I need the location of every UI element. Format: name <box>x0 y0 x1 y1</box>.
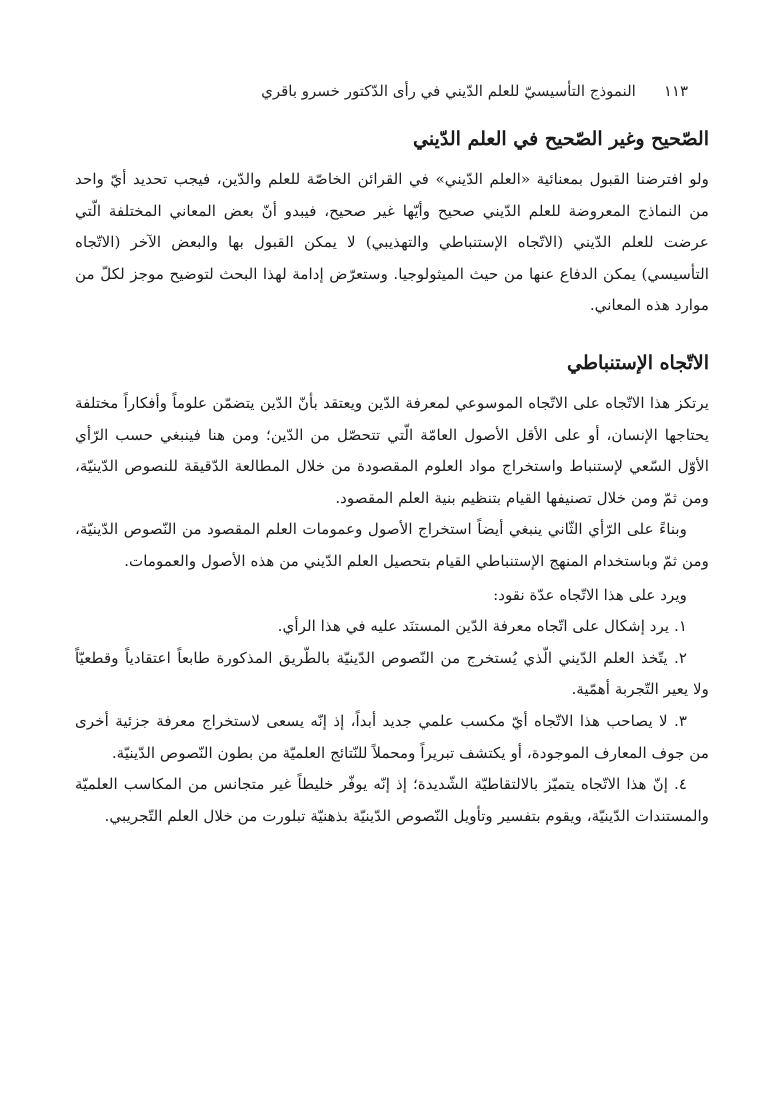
section2-paragraph-2: وبناءً على الرّأي الثّاني ينبغي أيضاً استخراج الأصول وعمومات العلم المقصود من النّصوص الدّينيّة، ومن ثمّ وباستخدام المنهج الإستنباطي القيام بتحصيل العلم الدّيني من هذه الأصول والعمومات. <box>75 520 709 570</box>
section1-paragraph: ولو افترضنا القبول بمعنائية «العلم الدّيني» في القرائن الخاصّة للعلم والدّين، فيجب تحديد أيّ واحد من النماذج المعروضة للعلم الدّيني صحيح وأيّها غير صحيح، فيبدو أنّ بعض المعاني المختلفة الّتي عرضت للعلم الدّيني (الاتّجاه الإستنباطي والتهذيبي) لا يمكن القبول بها والبعض الآخر (الاتّجاه التأسيسي) يمكن الدفاع عنها من حيث الميثولوجيا. وستعرّض إدامة لهذا البحث لتوضيح موجز لكلّ من موارد هذه المعاني. <box>75 170 709 315</box>
critique-item-3 <box>75 706 709 769</box>
section-heading-correct-incorrect: الصّحيح وغير الصّحيح في العلم الدّيني <box>412 128 709 150</box>
critique-text: لا يصاحب هذا الاتّجاه أيّ مكسب علمي جديد أبداً، إذ إنّه يسعى لاستخراج معرفة جزئية أخرى من جوف المعارف الموجودة، أو يكتشف تبريراً ومحملاً للنّتائج العلميّة من بطون النّصوص الدّينيّة. <box>75 711 709 762</box>
critique-number: ٢. <box>674 648 688 667</box>
running-header <box>120 78 688 104</box>
critique-item-2 <box>75 643 709 706</box>
page-body <box>75 122 709 832</box>
critique-item-1 <box>75 611 709 643</box>
section-heading-deductive: الاتّجاه الإستنباطي <box>566 351 709 374</box>
critique-text: يرد إشكال على اتّجاه معرفة الدّين المستنَد عليه في هذا الرأي. <box>277 617 670 636</box>
page-number: ١١٣ <box>663 82 688 100</box>
critiques-intro: ويرد على هذا الاتّجاه عدّة نقود: <box>493 585 687 604</box>
critique-number: ٣. <box>674 711 687 730</box>
critique-text: يتّخذ العلم الدّيني الّذي يُستخرج من النّصوص الدّينيّة بالطّريق المذكورة طابعاً اعتقادياً وقطعيّاً ولا يعير التّجربة أهمّية. <box>75 648 709 699</box>
critique-item-4 <box>75 769 709 832</box>
running-header-title: النموذج التأسيسيّ للعلم الدّيني في رأى الدّكتور خسرو باقري <box>261 82 636 100</box>
section2-paragraph-1: يرتكز هذا الاتّجاه على الاتّجاه الموسوعي لمعرفة الدّين ويعتقد بأنّ الدّين يتضمّن علوماً وأفكاراً مختلفة يحتاجها الإنسان، أو على الأقل الأصول العامّة الّتي تتحصّل من الدّين؛ ومن هنا فينبغي حسب الرّأي الأوّل السّعي لإستنباط واستخراج مواد العلوم المقصودة من خلال المطالعة الدّقيقة للنصوص الدّينيّة، ومن ثمّ ومن خلال تصنيفها القيام بتنظيم بنية العلم المقصود. <box>75 393 709 507</box>
critique-text: إنّ هذا الاتّجاه يتميّز بالالتقاطيّة الشّديدة؛ إذ إنّه يوفّر خليطاً غير متجانس من المكاسب العلميّة والمستندات الدّينيّة، ويقوم بتفسير وتأويل النّصوص الدّينيّة بذهنيّة تبلورت من خلال العلم التّجريبي. <box>75 775 709 825</box>
critique-number: ٤. <box>674 775 688 794</box>
critique-number: ١. <box>674 617 687 636</box>
